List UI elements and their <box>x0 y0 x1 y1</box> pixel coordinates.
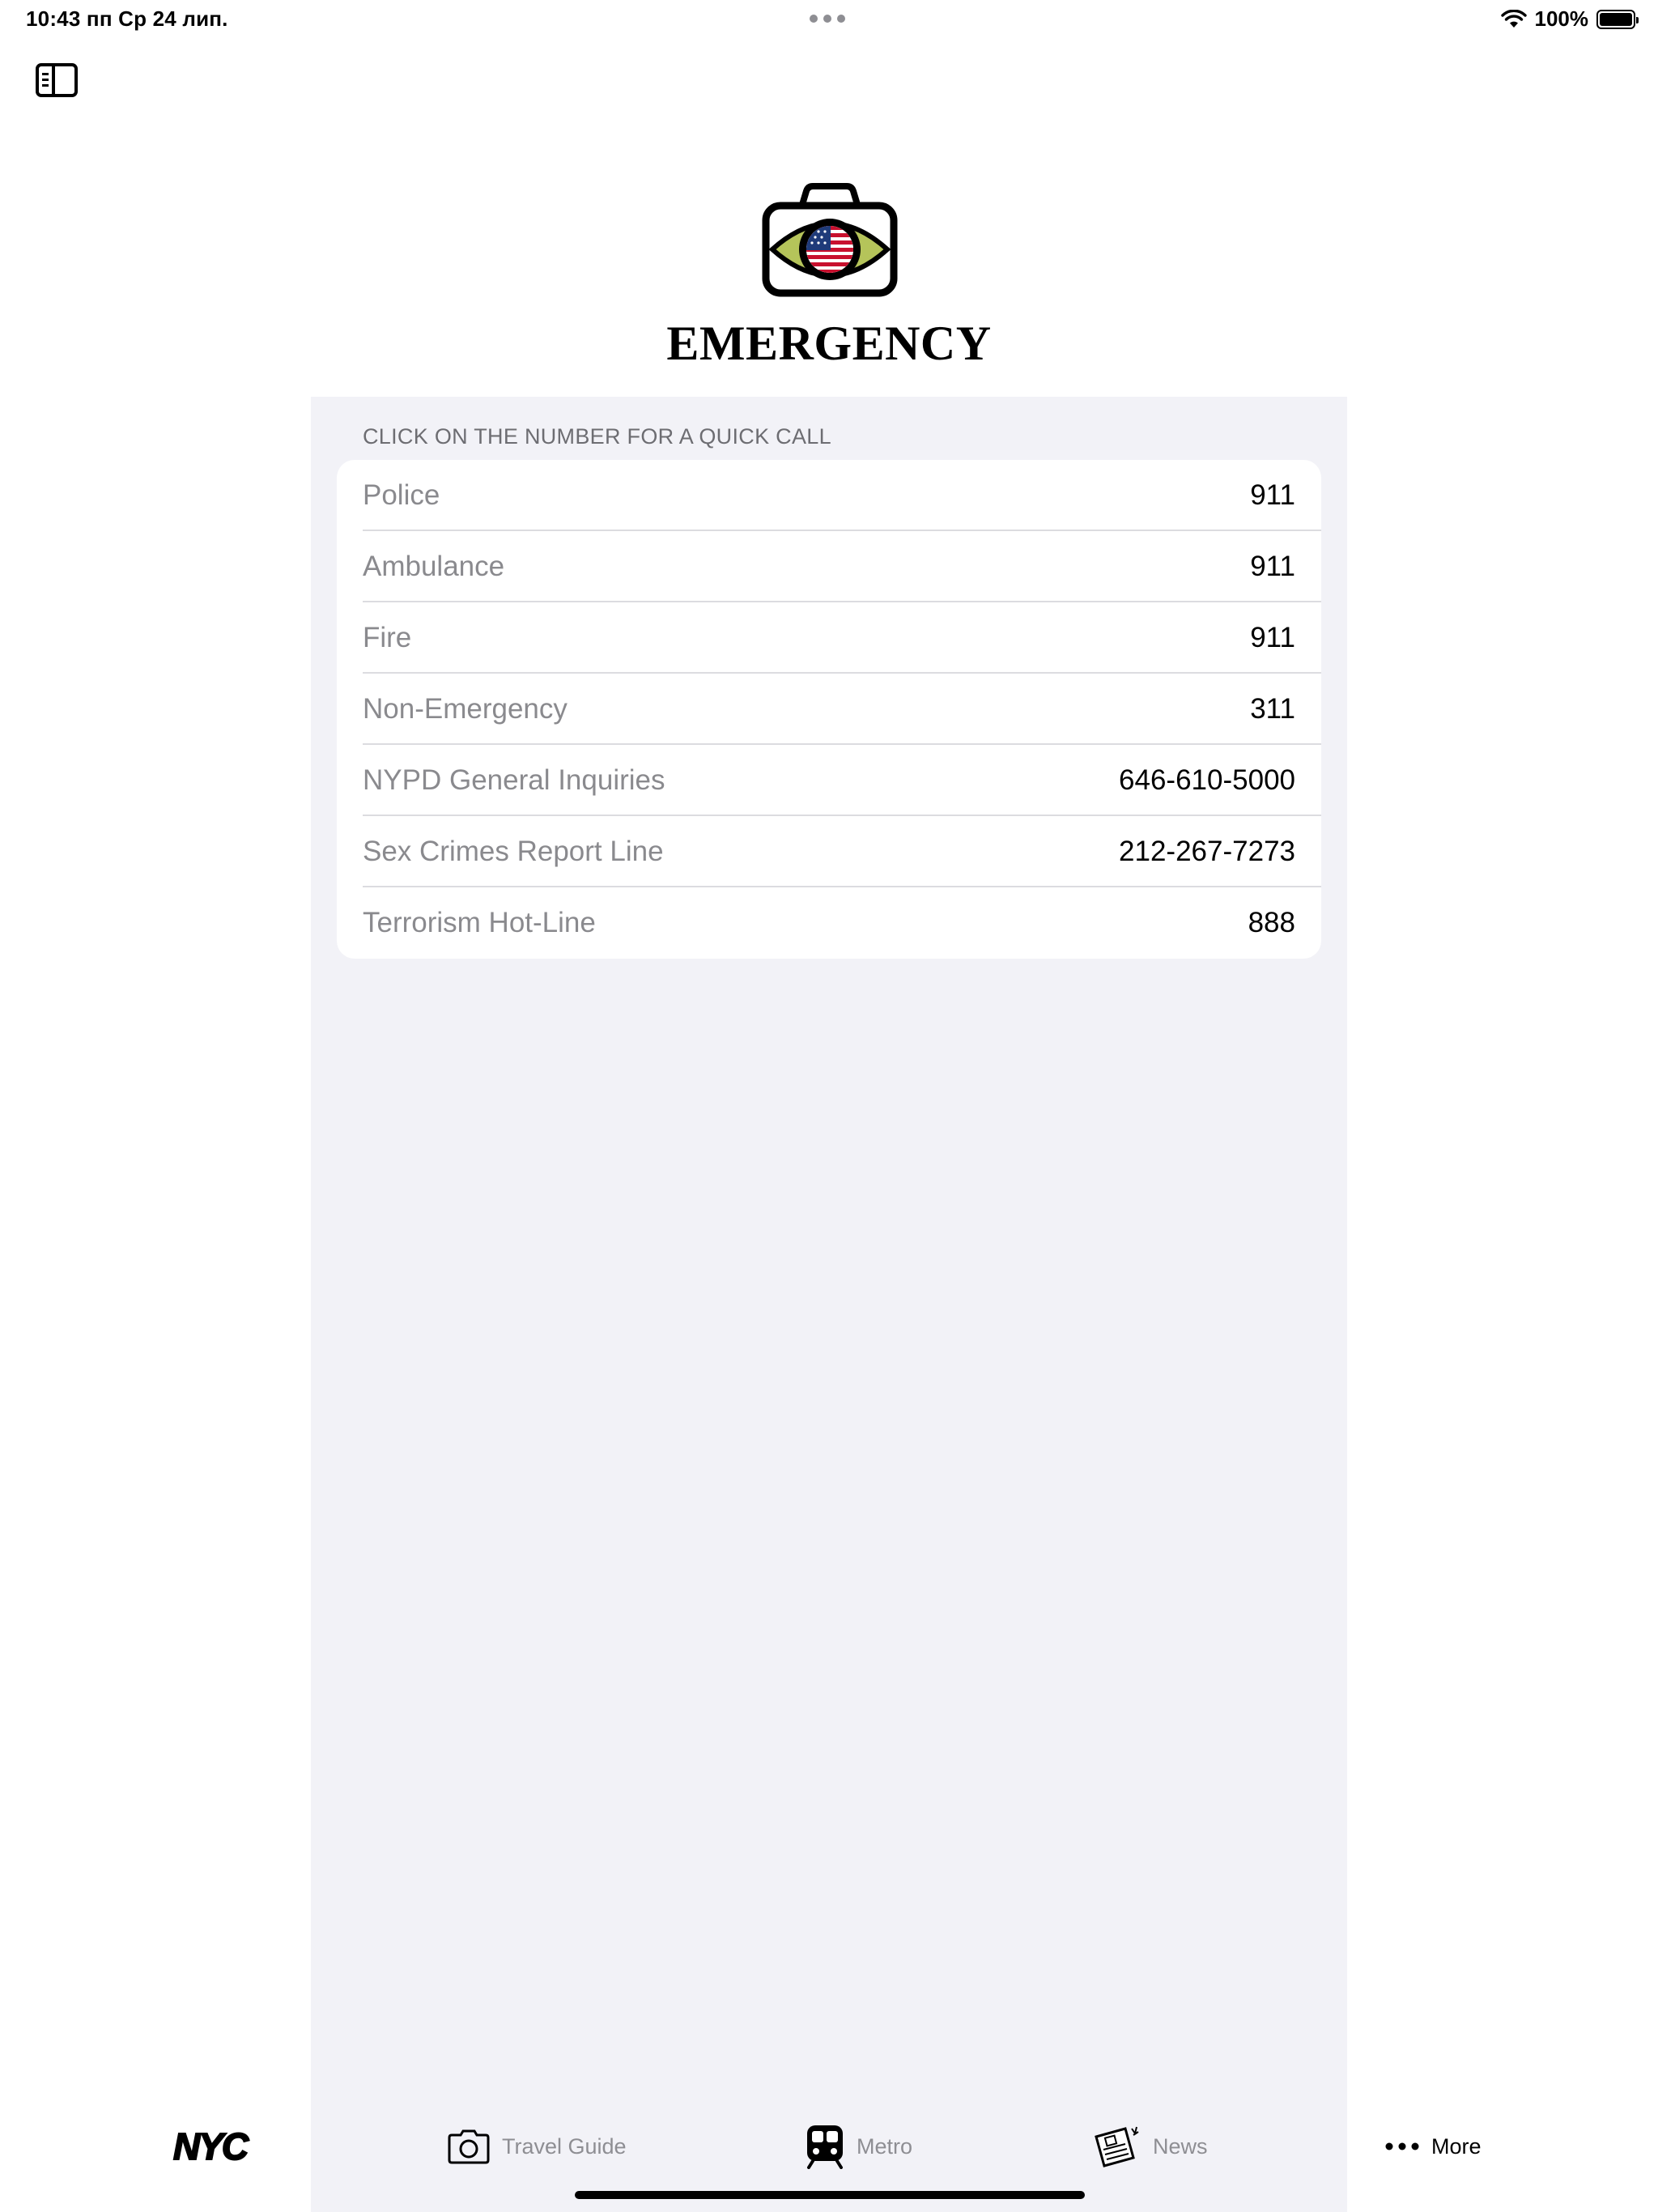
camera-icon <box>447 2129 491 2164</box>
contact-number[interactable]: 911 <box>1250 622 1295 653</box>
tab-more[interactable] <box>1384 2113 1482 2180</box>
contact-number[interactable]: 212-267-7273 <box>1119 836 1295 867</box>
tab-travel-guide[interactable] <box>447 2113 627 2180</box>
content-panel <box>311 397 1347 2212</box>
contact-label: Terrorism Hot-Line <box>363 907 596 938</box>
camera-eye-logo-icon <box>761 180 899 300</box>
contact-number[interactable]: 311 <box>1250 693 1295 725</box>
tab-bar <box>0 2113 1658 2180</box>
contact-row-ambulance[interactable] <box>337 531 1321 602</box>
tab-nyc[interactable] <box>173 2113 247 2180</box>
contact-row-terrorism[interactable] <box>337 887 1321 959</box>
emergency-contacts-list <box>337 460 1321 959</box>
contact-number[interactable]: 646-610-5000 <box>1119 764 1295 796</box>
tab-label: Travel Guide <box>502 2133 627 2159</box>
contact-number[interactable]: 888 <box>1248 907 1295 938</box>
contact-label: Non-Emergency <box>363 693 568 725</box>
train-icon <box>805 2124 845 2169</box>
contact-label: Ambulance <box>363 551 505 582</box>
contact-label: Sex Crimes Report Line <box>363 836 664 867</box>
more-dots-icon <box>1384 2142 1420 2151</box>
contact-number[interactable]: 911 <box>1250 551 1295 582</box>
tab-label: News <box>1153 2133 1208 2159</box>
home-indicator[interactable] <box>575 2191 1085 2199</box>
page-title: EMERGENCY <box>666 317 992 370</box>
tab-label: More <box>1431 2133 1482 2159</box>
contact-label: NYPD General Inquiries <box>363 764 665 796</box>
contact-row-non-emergency[interactable] <box>337 674 1321 745</box>
contact-row-police[interactable] <box>337 460 1321 531</box>
contact-number[interactable]: 911 <box>1250 479 1295 511</box>
newspaper-icon <box>1093 2125 1141 2167</box>
battery-icon <box>1596 10 1635 29</box>
status-bar <box>0 0 1658 39</box>
contact-row-fire[interactable] <box>337 602 1321 674</box>
nyc-logo-icon: NYC <box>173 2125 248 2167</box>
tab-news[interactable] <box>1093 2113 1208 2180</box>
tab-metro[interactable] <box>805 2113 912 2180</box>
contact-row-sex-crimes[interactable] <box>337 816 1321 887</box>
contact-label: Fire <box>363 622 412 653</box>
tab-label: Metro <box>857 2133 913 2159</box>
contact-row-nypd-general[interactable] <box>337 745 1321 816</box>
multitasking-dots-icon[interactable] <box>810 15 845 23</box>
contact-label: Police <box>363 479 440 511</box>
status-right <box>1501 6 1636 32</box>
sidebar-toggle-icon[interactable] <box>36 63 78 97</box>
status-time: 10:43 пп Ср 24 лип. <box>26 6 228 31</box>
battery-percentage: 100% <box>1534 6 1588 31</box>
wifi-icon <box>1501 10 1527 29</box>
section-header: CLICK ON THE NUMBER FOR A QUICK CALL <box>363 424 831 449</box>
